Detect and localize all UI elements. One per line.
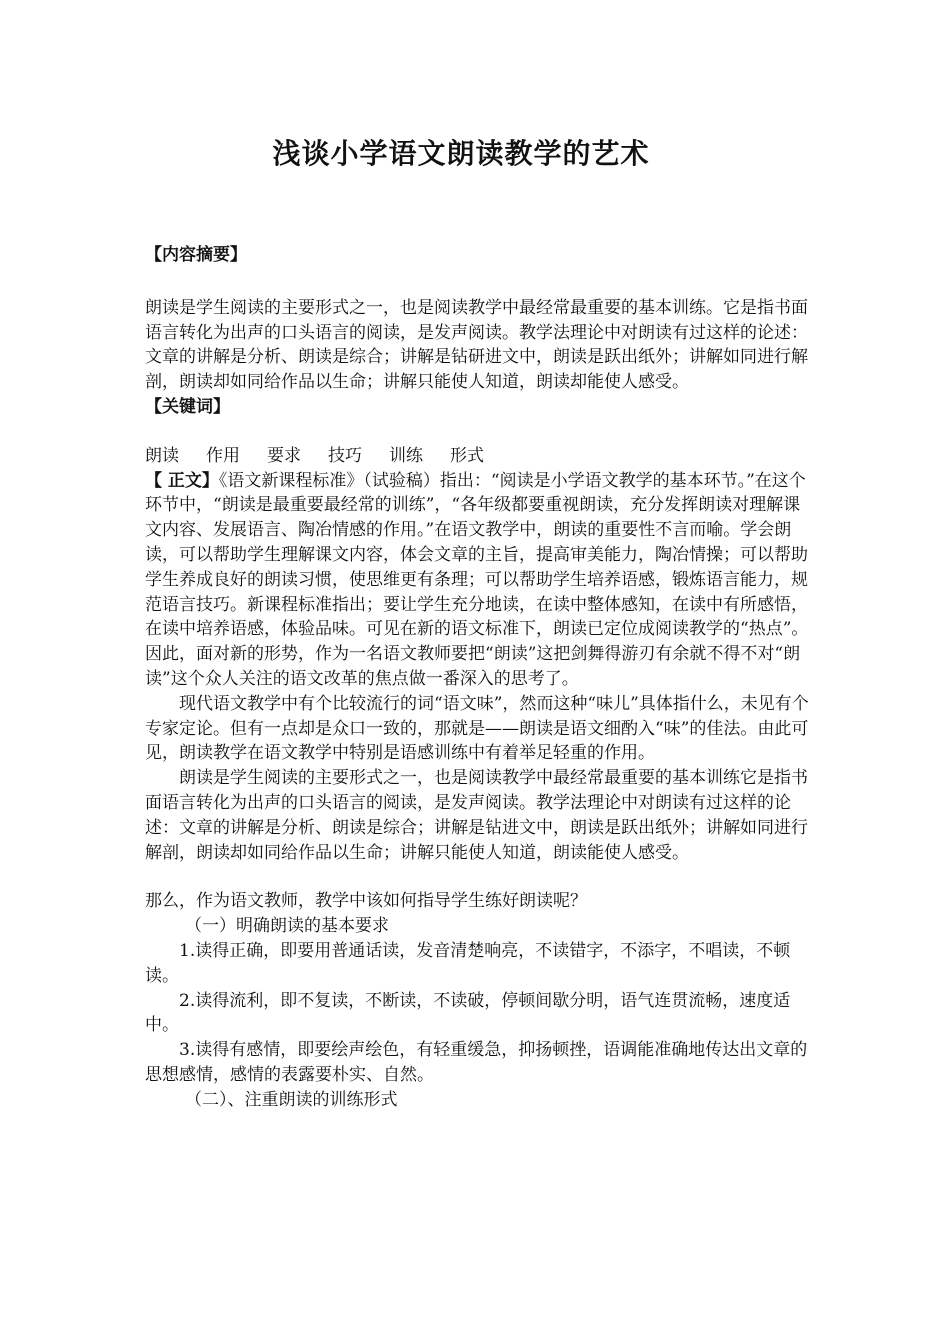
keyword: 技巧: [328, 445, 362, 466]
keyword: 训练: [389, 445, 423, 466]
document-title: 浅谈小学语文朗读教学的艺术: [272, 137, 650, 170]
body-paragraph-1-text: 《语文新课程标准》（试验稿）指出：“阅读是小学语文教学的基本环节。”在这个环节中，“朗读是最重要最经常的训练”，“各年级都要重视朗读，充分发挥朗读对理解课文内容、发展语言、陶冶情感的作用。”在语文教学中，朗读的重要性不言而喻。学会朗读，可以帮助学生理解课文内容，体会文章的主旨，提高审美能力，陶冶情操；可以帮助学生养成良好的朗读习惯，使思维更有条理；可以帮助学生培养语感，锻炼语言能力，规范语言技巧。新课程标准指出；要让学生充分地读，在读中整体感知，在读中有所感悟，在读中培养语感，体验品味。可见在新的语文标准下，朗读已定位成阅读教学的“热点”。因此，面对新的形势，作为一名语文教师要把“朗读”这把剑舞得游刃有余就不得不对“朗读”这个众人关注的语文改革的焦点做一番深入的思考了。: [145, 470, 809, 689]
keyword: 作用: [206, 445, 240, 466]
question-line: 那么，作为语文教师，教学中该如何指导学生练好朗读呢？: [145, 891, 587, 912]
keyword: 形式: [450, 445, 484, 466]
keywords-heading: 【关键词】: [145, 396, 230, 417]
requirement-item: 2.读得流利，即不复读，不断读，不读破，停顿间歇分明，语气连贯流畅，速度适中。: [145, 990, 791, 1036]
keywords-list: [145, 444, 810, 469]
body-paragraph-3: 朗读是学生阅读的主要形式之一，也是阅读教学中最经常最重要的基本训练它是指书面语言转化为出声的口头语言的阅读，是发声阅读。教学法理论中对朗读有过这样的论述：文章的讲解是分析、朗读是综合；讲解是钻进文中，朗读是跃出纸外；讲解如同进行解剖，朗读却如同给作品以生命；讲解只能使人知道，朗读能使人感受。: [145, 768, 808, 863]
keyword: 朗读: [145, 445, 179, 466]
keyword: 要求: [267, 445, 301, 466]
document-body: [145, 243, 810, 1113]
requirement-item: 1.读得正确，即要用普通话读，发音清楚响亮，不读错字，不添字，不唱读，不顿读。: [145, 940, 791, 986]
abstract-text: 朗读是学生阅读的主要形式之一，也是阅读教学中最经常最重要的基本训练。它是指书面语言转化为出声的口头语言的阅读，是发声阅读。教学法理论中对朗读有过这样的论述：文章的讲解是分析、朗读是综合；讲解是钻研进文中，朗读是跃出纸外；讲解如同进行解剖，朗读却如同给作品以生命；讲解只能使人知道，朗读却能使人感受。: [145, 297, 808, 393]
body-paragraph-1: [145, 469, 810, 692]
body-paragraph-2: 现代语文教学中有个比较流行的词“语文味”，然而这种“味儿”具体指什么，未见有个专家定论。但有一点却是众口一致的，那就是——朗读是语文细酌入“味”的佳法。由此可见，朗读教学在语文教学中特别是语感训练中有着举足轻重的作用。: [145, 693, 809, 764]
abstract-heading: 【内容摘要】: [145, 245, 247, 265]
requirement-item: 3.读得有感情，即要绘声绘色，有轻重缓急，抑扬顿挫，语调能准确地传达出文章的思想感情，感情的表露要朴实、自然。: [145, 1040, 808, 1085]
section-2-heading: （二）、注重朗读的训练形式: [185, 1089, 398, 1110]
section-1-heading: （一）明确朗读的基本要求: [185, 916, 389, 937]
body-heading: 【 正文】: [145, 470, 219, 491]
